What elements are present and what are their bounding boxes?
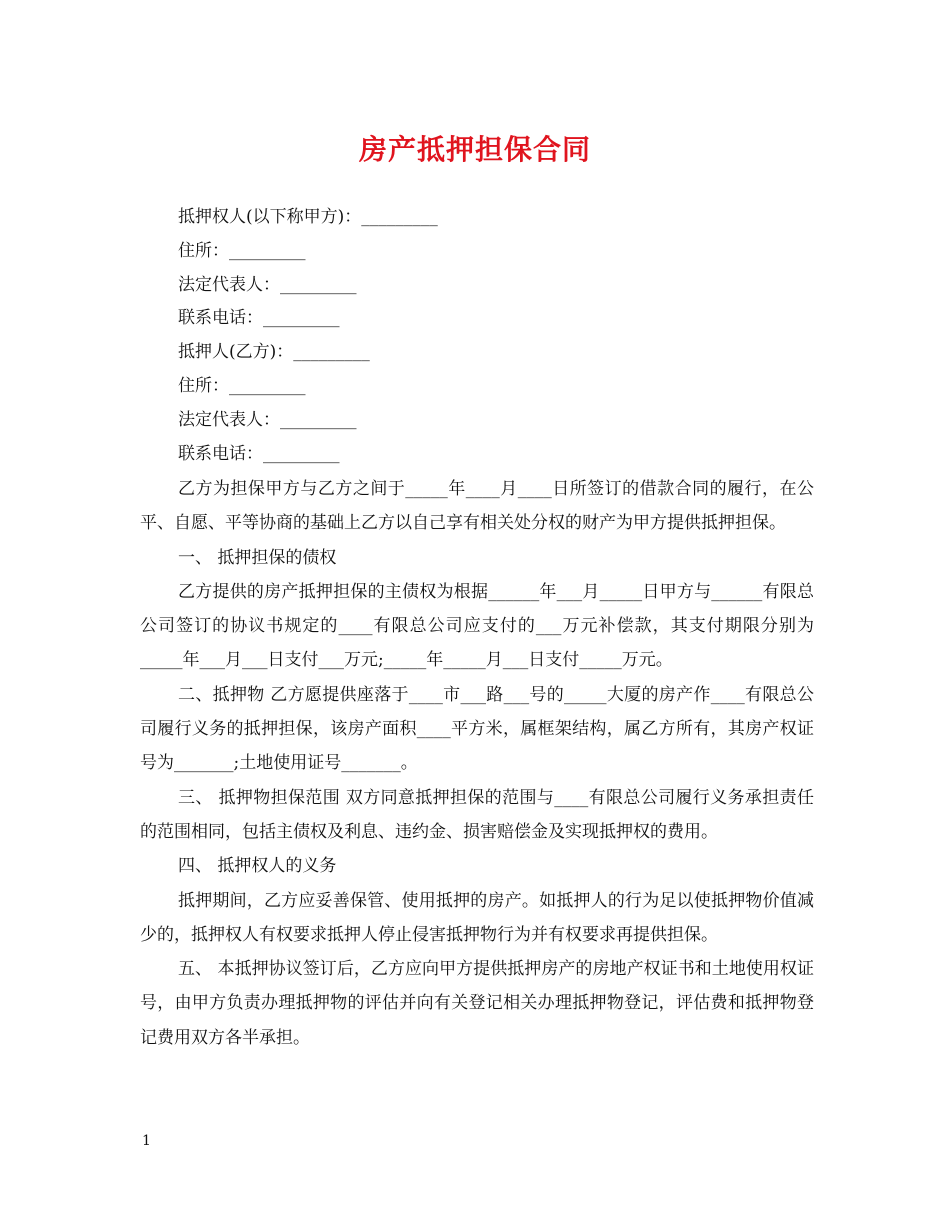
section-1-heading: 一、 抵押担保的债权 <box>178 547 337 568</box>
party-b-representative-line: 法定代表人：_________ <box>178 410 357 430</box>
section-2-paragraph: 二、抵押物 乙方愿提供座落于____市___路___号的_____大厦的房产作____有限总公司履行义务的抵押担保，该房产面积____平方米，属框架结构，属乙方所有，其房产权证号为_______;土地使用证号_______。 <box>140 684 814 774</box>
document-title: 房产抵押担保合同 <box>358 133 591 166</box>
section-4-paragraph: 抵押期间，乙方应妥善保管、使用抵押的房产。如抵押人的行为足以使抵押物价值减少的，抵押权人有权要求抵押人停止侵害抵押物行为并有权要求再提供担保。 <box>140 890 814 945</box>
party-b-phone-line: 联系电话：_________ <box>178 444 340 464</box>
party-a-phone-line: 联系电话：_________ <box>178 308 340 328</box>
contract-body <box>140 472 814 1055</box>
section-4-heading: 四、 抵押权人的义务 <box>178 856 337 877</box>
party-a-representative-line: 法定代表人：_________ <box>178 275 357 295</box>
party-a-name-line: 抵押权人(以下称甲方)：_________ <box>178 207 438 227</box>
party-b-name-line: 抵押人(乙方)：_________ <box>178 342 370 362</box>
section-3-paragraph: 三、 抵押物担保范围 双方同意抵押担保的范围与____有限总公司履行义务承担责任的范围相同，包括主债权及利息、违约金、损害赔偿金及实现抵押权的费用。 <box>140 787 814 842</box>
section-1-paragraph: 乙方提供的房产抵押担保的主债权为根据______年___月_____日甲方与______有限总公司签订的协议书规定的____有限总公司应支付的___万元补偿款，其支付期限分别为_____年___月___日支付___万元;_____年_____月___日支付_____万元。 <box>140 581 814 671</box>
party-a-address-line: 住所：_________ <box>178 241 306 261</box>
preamble-paragraph: 乙方为担保甲方与乙方之间于_____年____月____日所签订的借款合同的履行，在公平、自愿、平等协商的基础上乙方以自己享有相关处分权的财产为甲方提供抵押担保。 <box>140 479 814 534</box>
party-b-address-line: 住所：_________ <box>178 376 306 396</box>
page-number: 1 <box>142 1133 151 1149</box>
section-5-paragraph: 五、 本抵押协议签订后，乙方应向甲方提供抵押房产的房地产权证书和土地使用权证号，由甲方负责办理抵押物的评估并向有关登记相关办理抵押物登记，评估费和抵押物登记费用双方各半承担。 <box>140 959 814 1048</box>
